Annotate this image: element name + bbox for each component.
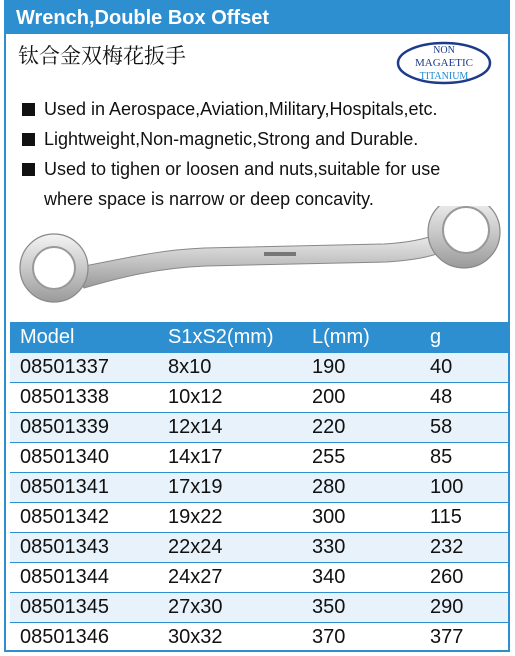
cell-model: 08501341: [10, 473, 158, 503]
cell-model: 08501346: [10, 623, 158, 653]
product-sheet: [4, 0, 510, 652]
cell-length: 280: [302, 473, 420, 503]
wrench-illustration: [14, 206, 504, 316]
badge-line-2: MAGAETIC: [414, 57, 474, 69]
cell-length: 190: [302, 353, 420, 383]
col-header-model: Model: [20, 325, 75, 348]
page-title: Wrench,Double Box Offset: [6, 2, 508, 34]
cell-weight: 232: [420, 533, 508, 563]
cell-model: 08501340: [10, 443, 158, 473]
bullet-square-icon: [22, 163, 35, 176]
cell-size: 19x22: [158, 503, 302, 533]
table-row: [10, 503, 508, 533]
table-row: [10, 413, 508, 443]
cell-size: 30x32: [158, 623, 302, 653]
cell-weight: 260: [420, 563, 508, 593]
cell-length: 255: [302, 443, 420, 473]
cell-length: 200: [302, 383, 420, 413]
cell-weight: 115: [420, 503, 508, 533]
table-header-row: [10, 322, 508, 353]
chinese-subtitle: 钛合金双梅花扳手: [18, 44, 186, 68]
cell-size: 22x24: [158, 533, 302, 563]
feature-item: [20, 124, 500, 154]
feature-text: Used in Aerospace,Aviation,Military,Hospitals,etc.: [44, 99, 438, 119]
feature-list: [20, 94, 500, 214]
cell-model: 08501343: [10, 533, 158, 563]
cell-weight: 290: [420, 593, 508, 623]
cell-length: 370: [302, 623, 420, 653]
table-row: [10, 533, 508, 563]
feature-item: [20, 94, 500, 124]
non-magnetic-titanium-badge: [394, 40, 494, 86]
cell-size: 27x30: [158, 593, 302, 623]
feature-text: Used to tighen or loosen and nuts,suitable for use: [44, 159, 441, 179]
cell-model: 08501342: [10, 503, 158, 533]
table-row: [10, 353, 508, 383]
cell-model: 08501345: [10, 593, 158, 623]
feature-item: [20, 154, 500, 184]
cell-model: 08501338: [10, 383, 158, 413]
badge-line-3: TITANIUM: [419, 71, 469, 82]
cell-model: 08501337: [10, 353, 158, 383]
cell-size: 17x19: [158, 473, 302, 503]
cell-weight: 48: [420, 383, 508, 413]
cell-weight: 58: [420, 413, 508, 443]
col-header-size: S1xS2(mm): [168, 325, 274, 348]
cell-length: 300: [302, 503, 420, 533]
table-row: [10, 443, 508, 473]
cell-size: 14x17: [158, 443, 302, 473]
cell-model: 08501344: [10, 563, 158, 593]
cell-model: 08501339: [10, 413, 158, 443]
badge-line-1: NON: [433, 45, 455, 56]
cell-length: 350: [302, 593, 420, 623]
cell-size: 12x14: [158, 413, 302, 443]
feature-text: Lightweight,Non-magnetic,Strong and Durable.: [44, 129, 419, 149]
table-row: [10, 563, 508, 593]
cell-weight: 377: [420, 623, 508, 653]
bullet-square-icon: [22, 133, 35, 146]
cell-weight: 100: [420, 473, 508, 503]
table-row: [10, 383, 508, 413]
cell-length: 340: [302, 563, 420, 593]
cell-size: 10x12: [158, 383, 302, 413]
col-header-length: L(mm): [312, 325, 370, 348]
spec-table: [10, 322, 508, 652]
cell-size: 24x27: [158, 563, 302, 593]
table-row: [10, 473, 508, 503]
cell-size: 8x10: [158, 353, 302, 383]
cell-length: 330: [302, 533, 420, 563]
feature-text: where space is narrow or deep concavity.: [44, 189, 374, 209]
cell-weight: 40: [420, 353, 508, 383]
cell-weight: 85: [420, 443, 508, 473]
bullet-square-icon: [22, 103, 35, 116]
col-header-weight: g: [430, 325, 442, 348]
table-row: [10, 623, 508, 653]
table-row: [10, 593, 508, 623]
cell-length: 220: [302, 413, 420, 443]
